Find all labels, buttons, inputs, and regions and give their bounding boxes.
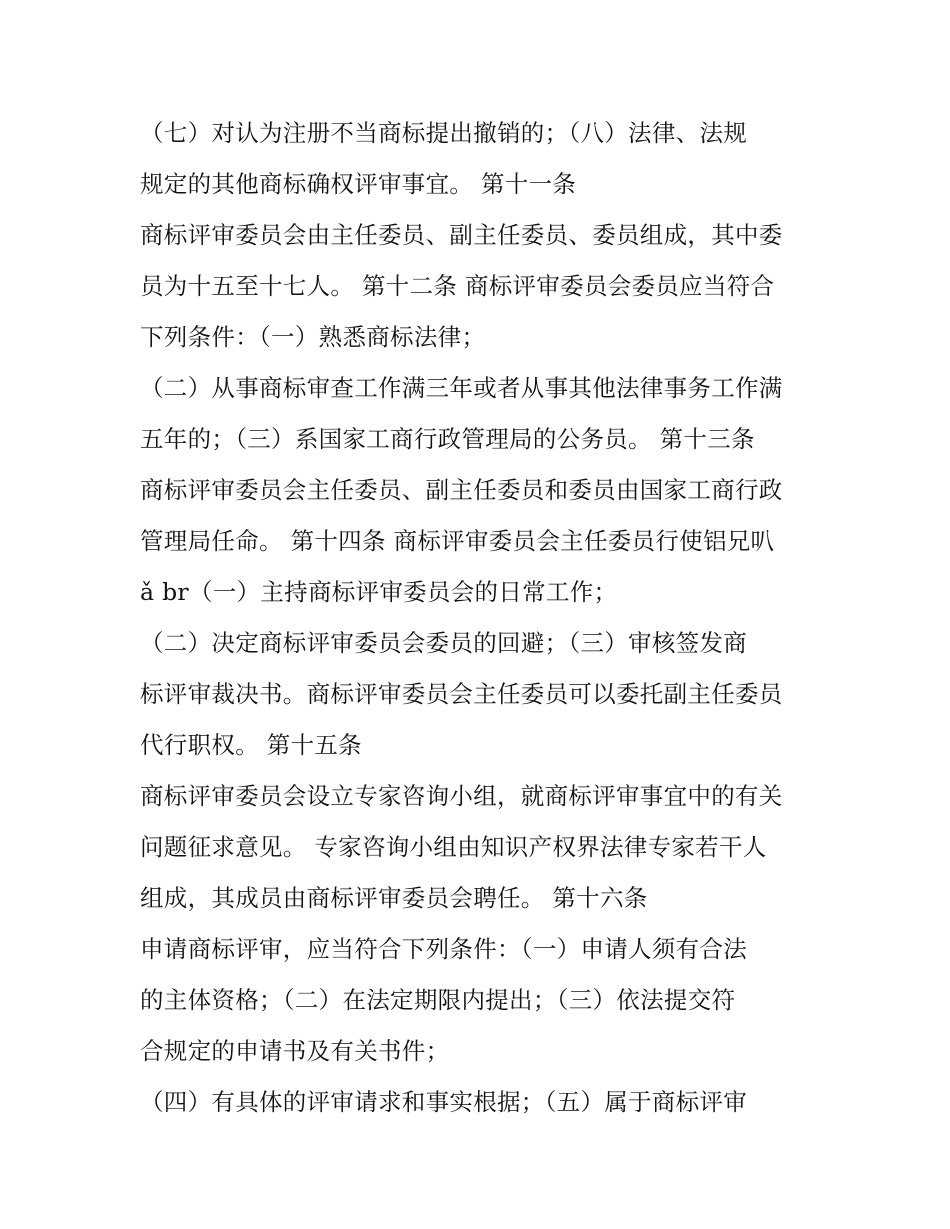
text-line: 管理局任命。 第十四条 商标评审委员会主任委员行使铝兄叭	[140, 527, 775, 555]
text-line: 下列条件：（一）熟悉商标法律；	[140, 323, 486, 351]
text-line: 申请商标评审，应当符合下列条件：（一）申请人须有合法	[140, 935, 748, 963]
text-line: （七）对认为注册不当商标提出撤销的；（八）法律、法规	[140, 119, 748, 147]
text-line: 合规定的申请书及有关书件；	[140, 1037, 450, 1065]
text-line: ǎ br（一）主持商标评审委员会的日常工作；	[140, 578, 618, 606]
text-line: 规定的其他商标确权评审事宜。 第十一条	[140, 170, 577, 198]
text-line: 商标评审委员会由主任委员、副主任委员、委员组成，其中委	[140, 221, 783, 249]
text-line: 商标评审委员会主任委员、副主任委员和委员由国家工商行政	[140, 476, 783, 504]
text-line: 员为十五至十七人。 第十二条 商标评审委员会委员应当符合	[140, 272, 775, 300]
text-line: 组成，其成员由商标评审委员会聘任。 第十六条	[140, 884, 648, 912]
document-body	[140, 108, 830, 1128]
text-line: （二）从事商标审查工作满三年或者从事其他法律事务工作满	[140, 374, 783, 402]
text-line: （二）决定商标评审委员会委员的回避；（三）审核签发商	[140, 629, 748, 657]
text-line: 商标评审委员会设立专家咨询小组，就商标评审事宜中的有关	[140, 782, 783, 810]
text-line: （四）有具体的评审请求和事实根据；（五）属于商标评审	[140, 1088, 748, 1116]
text-line: 标评审裁决书。商标评审委员会主任委员可以委托副主任委员	[140, 680, 783, 708]
text-line: 问题征求意见。 专家咨询小组由知识产权界法律专家若干人	[140, 833, 767, 861]
text-line: 五年的；（三）系国家工商行政管理局的公务员。 第十三条	[140, 425, 755, 453]
text-line: 代行职权。 第十五条	[140, 731, 362, 759]
text-line: 的主体资格；（二）在法定期限内提出；（三）依法提交符	[140, 986, 736, 1014]
